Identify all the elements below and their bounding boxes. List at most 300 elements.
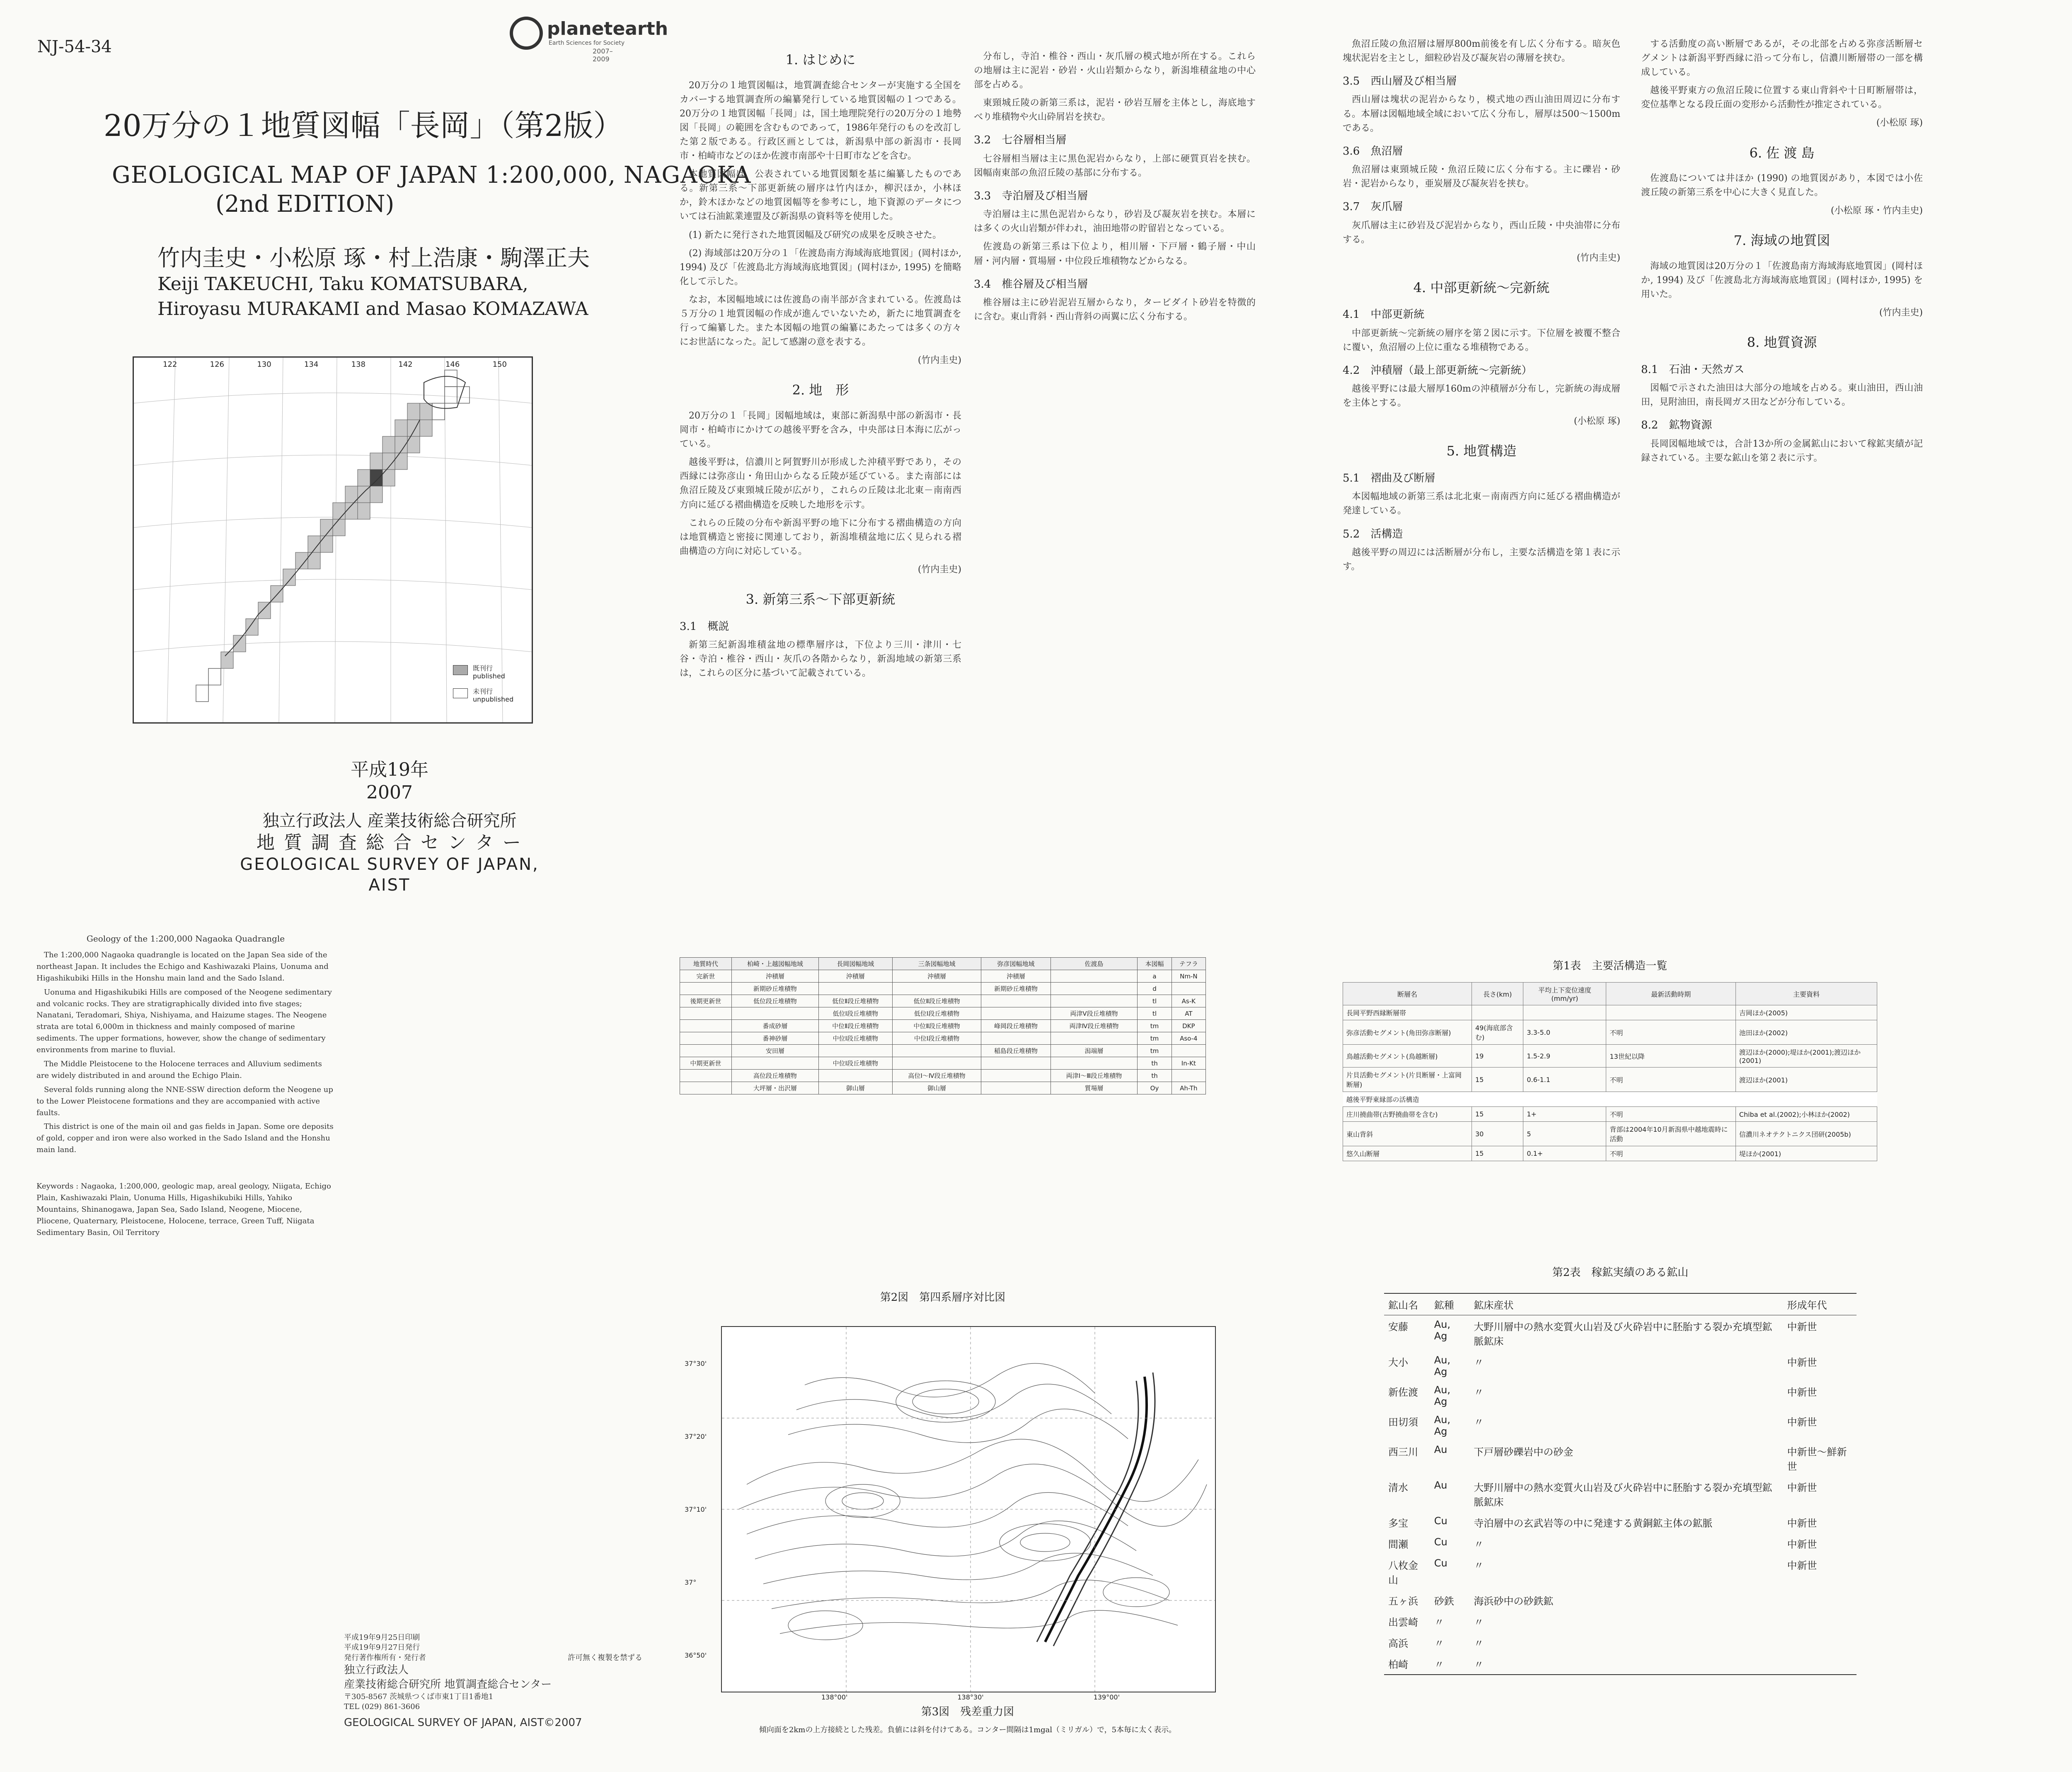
table-cell: 大坪層・出沢層 xyxy=(731,1082,818,1094)
table-cell: 中位Ⅰ段丘堆積物 xyxy=(892,1032,981,1045)
table-header: 地質時代 xyxy=(680,958,732,970)
lon-label: 138°30' xyxy=(957,1693,984,1701)
copyright-notice: 許可無く複製を禁ずる xyxy=(568,1653,642,1662)
authors-english-2: Hiroyasu MURAKAMI and Masao KOMAZAWA xyxy=(157,298,588,320)
table-cell xyxy=(1172,1070,1205,1082)
table-cell: Au xyxy=(1434,1444,1447,1455)
gravity-caption: 第3図 残差重力図 xyxy=(921,1706,1014,1718)
table-cell: 悠久山断層 xyxy=(1343,1146,1472,1161)
table-cell: tl xyxy=(1138,1007,1172,1020)
table-row xyxy=(680,1082,1206,1094)
lat-label: 37°20' xyxy=(685,1432,707,1440)
table-cell: 安田層 xyxy=(731,1045,818,1057)
table-header: 形成年代 xyxy=(1783,1293,1857,1315)
english-paragraph: The 1:200,000 Nagaoka quadrangle is located on the Japan Sea side of the northeast Japan. It includes the Echigo and Kashiwazaki Plains, Uonuma and Higashikubiki Hills in the Honshu main land and the Sado Island. xyxy=(36,951,329,983)
table-row xyxy=(680,1020,1206,1032)
table-cell: 御山層 xyxy=(892,1082,981,1094)
subsection-heading: 8.1 石油・天然ガス xyxy=(1641,363,1745,376)
body-paragraph: 本地質図幅は，公表されている地質図類を基に編纂したものである。新第三系～下部更新統の層序は竹内ほか，柳沢ほか，小林ほか，鈴木ほかなどの地質図幅等を参考にし，地下資源のデータについては石油鉱業連盟及び新潟県の資料等を使用した。 xyxy=(680,169,961,222)
title-japanese: 20万分の１地質図幅「長岡」（第2版） xyxy=(104,108,623,143)
imprint-gsj: GEOLOGICAL SURVEY OF JAPAN, AIST xyxy=(240,855,539,895)
table-cell: 高位段丘堆積物 xyxy=(731,1070,818,1082)
table-cell: Cu xyxy=(1434,1536,1447,1548)
table-cell: 両津Ⅴ段丘堆積物 xyxy=(1051,1007,1138,1020)
table-row xyxy=(1343,1005,1877,1020)
issue-date: 平成19年9月27日発行 xyxy=(344,1643,420,1652)
logo-tagline: Earth Sciences for Society xyxy=(549,40,625,46)
table-cell: 〃 xyxy=(1469,1653,1783,1675)
table-cell: Au, Ag xyxy=(1434,1354,1451,1377)
table-cell: 鳥越活動セグメント(鳥越断層) xyxy=(1343,1045,1472,1068)
table-cell: 0.6-1.1 xyxy=(1523,1068,1606,1092)
table-header: 平均上下変位速度(mm/yr) xyxy=(1523,983,1606,1005)
table-row xyxy=(1384,1554,1857,1590)
table-cell: 背部は2004年10月新潟県中越地震時に活動 xyxy=(1606,1122,1736,1146)
subsection-heading: 5.2 活構造 xyxy=(1343,528,1403,540)
table-row xyxy=(1384,1590,1857,1611)
table-group-row xyxy=(1343,1092,1877,1107)
english-summary xyxy=(36,932,335,1241)
body-paragraph: 新第三紀新潟堆積盆地の標準層序は，下位より三川・津川・七谷・寺泊・椎谷・西山・灰爪の各階からなり，新潟地域の新第三系は，これらの区分に基づいて記載されている。 xyxy=(680,639,961,679)
author-signature: (竹内圭史) xyxy=(917,355,961,366)
table-cell xyxy=(680,983,732,995)
body-paragraph: (2) 海域部は20万分の１「佐渡島南方海域海底地質図」(岡村ほか, 1994) 及び「佐渡島北方海域海底地質図」(岡村ほか, 1995) を簡略化して示した。 xyxy=(680,248,961,287)
planet-earth-logo xyxy=(510,12,668,63)
lon-label: 126 xyxy=(210,360,225,369)
index-map-lon-labels xyxy=(163,360,507,369)
table-cell: 沖積層 xyxy=(892,970,981,983)
table-cell: 低位Ⅱ段丘堆積物 xyxy=(818,995,892,1007)
table-cell: 沖積層 xyxy=(818,970,892,983)
table-cell: a xyxy=(1138,970,1172,983)
table-header: 最新活動時期 xyxy=(1606,983,1736,1005)
table-cell: Cu xyxy=(1434,1515,1447,1527)
body-paragraph: する活動度の高い断層であるが，その北部を占める弥彦活断層セグメントは新潟平野西縁に沿って分布し，信濃川断層帯の一部を構成している。 xyxy=(1641,39,1923,78)
table-row xyxy=(1384,1632,1857,1653)
section-heading: 3. 新第三系～下部更新統 xyxy=(746,591,896,607)
lat-label: 37°10' xyxy=(685,1505,707,1513)
table-row xyxy=(1384,1411,1857,1440)
table-cell: 池田ほか(2002) xyxy=(1736,1020,1877,1045)
table-cell: 低位Ⅱ段丘堆積物 xyxy=(892,995,981,1007)
table-cell: 峰岡段丘堆積物 xyxy=(981,1020,1051,1032)
table-cell: 30 xyxy=(1472,1122,1523,1146)
table-cell xyxy=(680,1020,732,1032)
table-cell: 中位Ⅰ段丘堆積物 xyxy=(818,1057,892,1070)
table-cell xyxy=(981,1082,1051,1094)
body-paragraph: 20万分の１地質図幅は，地質調査総合センターが実施する全国をカバーする地質調査所の編纂発行している地質図幅の１つである。20万分の１地質図幅「長岡」は，国土地理院発行の20万分の１地勢図「長岡」の範囲を含むものであって，1986年発行のものを改訂した第２版である。行政区画としては，新潟県中部の新潟市・長岡市・柏崎市などのほか佐渡市南部や十日町市などを含む。 xyxy=(680,80,961,162)
table-cell: 不明 xyxy=(1606,1068,1736,1092)
table-cell xyxy=(1783,1632,1857,1653)
table-cell xyxy=(1472,1005,1523,1020)
table-cell: 〃 xyxy=(1474,1416,1484,1428)
table-cell: 大野川層中の熱水変質火山岩及び火砕岩中に胚胎する裂か充填型鉱脈鉱床 xyxy=(1474,1482,1772,1508)
body-paragraph: 本図幅地域の新第三系は北北東－南南西方向に延びる褶曲構造が発達している。 xyxy=(1343,491,1620,516)
table-header: 主要資料 xyxy=(1736,983,1877,1005)
lon-label: 122 xyxy=(163,360,177,369)
section-heading: 2. 地 形 xyxy=(792,382,849,398)
table-row xyxy=(1343,1146,1877,1161)
table-cell: 不明 xyxy=(1606,1020,1736,1045)
table-cell xyxy=(818,1045,892,1057)
table-header: 鉱種 xyxy=(1430,1293,1470,1315)
colophon-institution-2: 産業技術総合研究所 地質調査総合センター xyxy=(344,1678,552,1691)
table-cell: 大小 xyxy=(1388,1357,1408,1368)
table-cell: 清水 xyxy=(1388,1482,1408,1494)
table-cell: 下戸層砂礫岩中の砂金 xyxy=(1474,1446,1573,1458)
table-cell: Au xyxy=(1434,1479,1447,1491)
subsection-heading: 3.5 西山層及び相当層 xyxy=(1343,75,1457,88)
subsection-heading: 4.1 中部更新統 xyxy=(1343,308,1425,321)
table-cell: 中新世 xyxy=(1787,1321,1817,1333)
table-header: 佐渡島 xyxy=(1051,958,1138,970)
legend-swatch-published xyxy=(453,665,468,675)
author-signature: (小松原 琢) xyxy=(1573,416,1620,427)
colophon-gsj: GEOLOGICAL SURVEY OF JAPAN, AIST©2007 xyxy=(344,1716,582,1729)
table-row xyxy=(1384,1611,1857,1632)
body-paragraph: 七谷層相当層は主に黒色泥岩からなり，上部に硬質頁岩を挟む。図幅南東部の魚沼丘陵の基部に分布する。 xyxy=(974,153,1256,178)
colophon-address: 〒305-8567 茨城県つくば市東1丁目1番地1 xyxy=(344,1692,494,1702)
table-header: 本図幅 xyxy=(1138,958,1172,970)
table-cell: 5 xyxy=(1523,1122,1606,1146)
table-row xyxy=(1384,1315,1857,1351)
table-cell: 中新世～鮮新世 xyxy=(1787,1446,1847,1472)
table-cell: 大野川層中の熱水変質火山岩及び火砕岩中に胚胎する裂か充填型鉱脈鉱床 xyxy=(1474,1321,1772,1347)
table1-caption: 第1表 主要活構造一覧 xyxy=(1552,960,1668,972)
body-paragraph: 20万分の１「長岡」図幅地域は，東部に新潟県中部の新潟市・長岡市・柏崎市にかけての越後平野を含み，中央部は日本海に広がっている。 xyxy=(680,410,961,450)
table-cell: 〃 xyxy=(1474,1387,1484,1398)
gravity-map xyxy=(685,1326,1216,1701)
table-cell: 中位Ⅱ段丘堆積物 xyxy=(892,1020,981,1032)
table-cell: 中新世 xyxy=(1787,1357,1817,1368)
print-date: 平成19年9月25日印刷 xyxy=(344,1633,420,1642)
table-cell: 中新世 xyxy=(1787,1518,1817,1529)
table-cell: 中新世 xyxy=(1787,1482,1817,1494)
table-cell: 15 xyxy=(1472,1146,1523,1161)
legend-swatch-unpublished xyxy=(453,688,468,698)
table-cell: 新期砂丘堆積物 xyxy=(731,983,818,995)
legend-label-published: 既刊行 published xyxy=(473,664,505,680)
table-cell: 番成砂層 xyxy=(731,1020,818,1032)
table-cell: th xyxy=(1138,1057,1172,1070)
table-row xyxy=(1384,1653,1857,1675)
table-cell: 15 xyxy=(1472,1068,1523,1092)
section-heading: 5. 地質構造 xyxy=(1446,443,1517,459)
table-cell: 高位Ⅰ～Ⅳ段丘堆積物 xyxy=(892,1070,981,1082)
lat-label: 36°50' xyxy=(685,1651,707,1659)
table-cell xyxy=(892,1057,981,1070)
table-cell: 不明 xyxy=(1606,1146,1736,1161)
table-cell: 〃 xyxy=(1430,1653,1470,1675)
table-cell: 柏崎 xyxy=(1384,1653,1430,1675)
subsection-heading: 3.1 概説 xyxy=(680,620,729,633)
imprint-heisei: 平成19年 xyxy=(351,759,428,780)
table-cell: 〃 xyxy=(1434,1617,1444,1628)
table-header: 長さ(km) xyxy=(1472,983,1523,1005)
table-cell: 新期砂丘堆積物 xyxy=(981,983,1051,995)
table-cell: 13世紀以降 xyxy=(1606,1045,1736,1068)
table-cell: 3.3-5.0 xyxy=(1523,1020,1606,1045)
logo-name: planetearth xyxy=(547,18,668,39)
table-row xyxy=(1384,1351,1857,1381)
table-header: テフラ xyxy=(1172,958,1205,970)
section-heading: 4. 中部更新統～完新統 xyxy=(1413,279,1550,295)
table-cell: 低位Ⅰ段丘堆積物 xyxy=(818,1007,892,1020)
table-cell: Au, Ag xyxy=(1434,1414,1451,1437)
mines-table xyxy=(1384,1293,1857,1675)
table-cell xyxy=(981,1032,1051,1045)
table-cell: Oy xyxy=(1138,1082,1172,1094)
table-cell: 稲島段丘堆積物 xyxy=(981,1045,1051,1057)
table-cell: tm xyxy=(1138,1045,1172,1057)
table-cell: d xyxy=(1138,983,1172,995)
table-cell: 中新世 xyxy=(1787,1560,1817,1571)
author-signature: (竹内圭史) xyxy=(917,564,961,575)
body-paragraph: 図幅で示された油田は大部分の地域を占める。東山油田，西山油田，見附油田，南長岡ガス田などが分布している。 xyxy=(1641,383,1923,408)
body-paragraph: 東頸城丘陵の新第三系は，泥岩・砂岩互層を主体とし，海底地すべり堆積物や火山砕屑岩を挟む。 xyxy=(974,98,1256,123)
lon-label: 139°00' xyxy=(1093,1693,1120,1701)
table-cell xyxy=(1051,1032,1138,1045)
table-cell: 砂鉄 xyxy=(1434,1595,1454,1607)
lat-label: 37° xyxy=(685,1578,697,1586)
table-header: 弥彦図幅地域 xyxy=(981,958,1051,970)
body-paragraph: 魚沼丘陵の魚沼層は層厚800m前後を有し広く分布する。暗灰色塊状泥岩を主とし，細粒砂岩及び凝灰岩の薄層を挟む。 xyxy=(1343,39,1620,64)
table-row xyxy=(680,1032,1206,1045)
subsection-heading: 3.7 灰爪層 xyxy=(1343,201,1403,213)
table-cell: tl xyxy=(1138,995,1172,1007)
table-cell xyxy=(981,1057,1051,1070)
table-cell: 低位段丘堆積物 xyxy=(731,995,818,1007)
body-paragraph: これらの丘陵の分布や新潟平野の地下に分布する褶曲構造の方向は地質構造と密接に関連しており，新潟堆積盆地に広く見られる褶曲構造の方向に対応している。 xyxy=(680,518,961,557)
table-cell xyxy=(731,1007,818,1020)
author-signature: (竹内圭史) xyxy=(1879,307,1923,318)
table-cell: 0.1+ xyxy=(1523,1146,1606,1161)
body-paragraph: 越後平野には最大層厚160mの沖積層が分布し，完新統の海成層を主体とする。 xyxy=(1343,384,1620,409)
table-cell: 高浜 xyxy=(1388,1638,1408,1649)
author-signature: (小松原 琢) xyxy=(1876,118,1923,128)
table-cell xyxy=(892,983,981,995)
table-cell xyxy=(981,995,1051,1007)
body-paragraph: 越後平野の周辺には活断層が分布し，主要な活構造を第１表に示す。 xyxy=(1343,547,1620,572)
subsection-heading: 3.6 魚沼層 xyxy=(1343,145,1403,157)
body-paragraph: 椎谷層は主に砂岩泥岩互層からなり，タービダイト砂岩を特徴的に含む。東山背斜・西山背斜の両翼に広く分布する。 xyxy=(974,297,1256,322)
table-cell: Aso-4 xyxy=(1172,1032,1205,1045)
subsection-heading: 3.4 椎谷層及び相当層 xyxy=(974,278,1088,290)
table-cell: As-K xyxy=(1172,995,1205,1007)
table-cell xyxy=(818,1070,892,1082)
table-cell: 完新世 xyxy=(680,970,732,983)
table-cell: 渡辺ほか(2000);堤ほか(2001);渡辺ほか(2001) xyxy=(1736,1045,1877,1068)
body-paragraph: 海域の地質図は20万分の１「佐渡島南方海域海底地質図」(岡村ほか, 1994) 及び「佐渡島北方海域海底地質図」(岡村ほか, 1995) を用いた。 xyxy=(1641,261,1923,300)
table-cell: 19 xyxy=(1472,1045,1523,1068)
author-signature: (小松原 琢・竹内圭史) xyxy=(1830,206,1923,216)
table-row xyxy=(680,1057,1206,1070)
subsection-heading: 8.2 鉱物資源 xyxy=(1641,419,1712,432)
table-cell: 〃 xyxy=(1474,1560,1484,1571)
table-cell: 中位Ⅰ段丘堆積物 xyxy=(818,1032,892,1045)
table-cell: 中新世 xyxy=(1787,1416,1817,1428)
table-row xyxy=(680,1045,1206,1057)
table-row xyxy=(1343,1107,1877,1122)
globe-icon xyxy=(510,17,543,50)
table-row xyxy=(1384,1381,1857,1411)
table-cell xyxy=(1606,1005,1736,1020)
body-paragraph: 越後平野は，信濃川と阿賀野川が形成した沖積平野であり，その西縁には弥彦山・角田山からなる丘陵が延びている。また南部には魚沼丘陵及び東頸城丘陵が広がり，これらの丘陵は北北東－南南西方向に延びる褶曲構造を反映した地形を示す。 xyxy=(680,457,961,510)
table-cell xyxy=(680,1007,732,1020)
table-cell: 五ヶ浜 xyxy=(1388,1595,1418,1607)
table-cell: 両津Ⅳ段丘堆積物 xyxy=(1051,1020,1138,1032)
table-cell: AT xyxy=(1172,1007,1205,1020)
table-cell: 〃 xyxy=(1474,1638,1484,1649)
table-row xyxy=(1384,1476,1857,1512)
authors-japanese: 竹内圭史・小松原 琢・村上浩康・駒澤正夫 xyxy=(157,245,590,271)
body-paragraph: 灰爪層は主に砂岩及び泥岩からなり，西山丘陵・中央油帯に分布する。 xyxy=(1343,220,1620,245)
imprint-institution: 独立行政法人 産業技術総合研究所 xyxy=(262,811,517,830)
table-cell xyxy=(680,1045,732,1057)
table-cell: 〃 xyxy=(1474,1539,1484,1550)
table-cell xyxy=(1783,1653,1857,1675)
imprint-block xyxy=(232,758,547,896)
table-row xyxy=(680,970,1206,983)
table-cell: 寺泊層中の玄武岩等の中に発達する黄銅鉱主体の鉱脈 xyxy=(1474,1518,1713,1529)
table-cell xyxy=(1051,983,1138,995)
legend-label-unpublished: 未刊行 unpublished xyxy=(473,687,514,704)
table-cell xyxy=(981,1007,1051,1020)
table-cell: tm xyxy=(1138,1032,1172,1045)
english-paragraph: Several folds running along the NNE-SSW direction deform the Neogene up to the Lower Pleistocene formations and they are accompanied with active faults. xyxy=(36,1085,333,1117)
table-header: 鉱床産状 xyxy=(1469,1293,1783,1315)
active-structures-table xyxy=(1343,982,1877,1161)
table-cell: 後期更新世 xyxy=(680,995,732,1007)
table-group-title: 越後平野東縁部の活構造 xyxy=(1343,1092,1877,1107)
body-paragraph: 佐渡島については井ほか (1990) の地質図があり，本図では小佐渡丘陵の新第三系を中心に大きく見直した。 xyxy=(1641,173,1923,198)
lon-label: 150 xyxy=(492,360,507,369)
table-header: 三条図幅地域 xyxy=(892,958,981,970)
sheet-serial: NJ-54-34 xyxy=(37,37,112,56)
table-cell: Ah-Th xyxy=(1172,1082,1205,1094)
table-cell: 〃 xyxy=(1474,1357,1484,1368)
publisher-label: 発行著作権所有・発行者 xyxy=(344,1653,426,1662)
table-cell: 沖積層 xyxy=(981,970,1051,983)
table-row xyxy=(680,1070,1206,1082)
table-cell xyxy=(1051,995,1138,1007)
index-map-legend xyxy=(453,664,513,711)
table-cell: 西三川 xyxy=(1388,1446,1418,1458)
authors-english-1: Keiji TAKEUCHI, Taku KOMATSUBARA, xyxy=(157,274,528,295)
table-cell: DKP xyxy=(1172,1020,1205,1032)
english-paragraph: The Middle Pleistocene to the Holocene terraces and Alluvium sediments are widely distributed in and around the Echigo Plain. xyxy=(36,1060,322,1080)
table-cell xyxy=(731,1057,818,1070)
table-cell: 中位Ⅱ段丘堆積物 xyxy=(818,1020,892,1032)
english-summary-body xyxy=(36,949,335,1156)
table-cell: 質場層 xyxy=(1051,1082,1138,1094)
table-cell xyxy=(1172,1045,1205,1057)
table-cell: 信濃川ネオテクトニクス団研(2005b) xyxy=(1736,1122,1877,1146)
table-cell: Au, Ag xyxy=(1434,1384,1451,1407)
gravity-lat-labels xyxy=(685,1327,707,1692)
body-paragraph: 佐渡島の新第三系は下位より，相川層・下戸層・鶴子層・中山層・河内層・質場層・中位段丘堆積物などからなる。 xyxy=(974,242,1256,266)
lon-label: 142 xyxy=(398,360,413,369)
table-row xyxy=(1384,1512,1857,1533)
table-cell: Cu xyxy=(1434,1557,1447,1569)
table-header: 断層名 xyxy=(1343,983,1472,1005)
table-cell: 出雲崎 xyxy=(1388,1617,1418,1628)
table-cell xyxy=(981,1070,1051,1082)
title-edition: (2nd EDITION) xyxy=(215,191,395,218)
table-cell: 両津Ⅰ～Ⅲ段丘堆積物 xyxy=(1051,1070,1138,1082)
table-header: 柏崎・上越図幅地域 xyxy=(731,958,818,970)
table-header: 鉱山名 xyxy=(1384,1293,1430,1315)
body-paragraph: なお，本図幅地域には佐渡島の南半部が含まれている。佐渡島は５万分の１地質図幅の作成が進んでいないため，新たに地質調査を行って編纂した。また本図幅の地質の編纂にあたっては多くの方々にお世話になった。記して感謝の意を表する。 xyxy=(680,294,961,348)
author-signature: (竹内圭史) xyxy=(1576,252,1620,263)
table-cell: 海浜砂中の砂鉄鉱 xyxy=(1474,1595,1554,1607)
english-paragraph: Uonuma and Higashikubiki Hills are composed of the Neogene sedimentary and volcanic rocks. They are stratigraphically divided into five stages; Nanatani, Teradomari, Shiya, Nishiyama, and Haizume stages. The Neogene strata are total 6,000m in thickness and mainly composed of marine sediments. The upper formations, however, show the change of sedimentary environments from marine to fluvial. xyxy=(36,988,332,1055)
table-cell: 片貝活動セグメント(片貝断層・上富岡断層) xyxy=(1343,1068,1472,1092)
table-row xyxy=(1343,1020,1877,1045)
body-paragraph: 分布し，寺泊・椎谷・西山・灰爪層の模式地が所在する。これらの地層は主に泥岩・砂岩・火山岩類からなり，新潟堆積盆地の中心部を占める。 xyxy=(974,51,1256,90)
table2-caption: 第2表 稼鉱実績のある鉱山 xyxy=(1552,1266,1689,1279)
table-cell xyxy=(680,1082,732,1094)
lat-label: 37°30' xyxy=(685,1359,707,1368)
imprint-center: 地 質 調 査 総 合 セ ン タ ー xyxy=(257,832,523,853)
english-paragraph: This district is one of the main oil and gas fields in Japan. Some ore deposits of gold, copper and iron were also worked in the Sado Island and the Honshu main land. xyxy=(36,1122,334,1155)
index-map xyxy=(133,356,533,724)
table-cell xyxy=(680,1032,732,1045)
body-paragraph: 西山層は塊状の泥岩からなり，模式地の西山油田周辺に分布する。本層は図幅地域全域において広く分布し，層厚は500～1500mである。 xyxy=(1343,94,1620,133)
lon-label: 146 xyxy=(445,360,460,369)
text-column-4 xyxy=(1641,37,1923,470)
table-cell: 潟端層 xyxy=(1051,1045,1138,1057)
body-paragraph: 長岡図幅地域では，合計13か所の金属鉱山において稼鉱実績が記録されている。主要な鉱山を第２表に示す。 xyxy=(1641,438,1923,463)
table-cell xyxy=(892,1045,981,1057)
gravity-note: 傾向面を2kmの上方接続とした残差。負値には斜を付けてある。コンター間隔は1mgal（ミリガル）で，5本毎に太く表示。 xyxy=(759,1726,1176,1734)
english-summary-title: Geology of the 1:200,000 Nagaoka Quadrangle xyxy=(86,934,285,944)
colophon-tel: TEL (029) 861-3606 xyxy=(344,1702,420,1711)
table-row xyxy=(1343,1068,1877,1092)
text-column-1 xyxy=(680,37,961,685)
section-heading: 1. はじめに xyxy=(785,52,856,68)
colophon-institution-1: 独立行政法人 xyxy=(344,1663,409,1676)
table-cell: 〃 xyxy=(1474,1617,1484,1628)
table-row xyxy=(1343,1122,1877,1146)
table-cell: 〃 xyxy=(1434,1638,1444,1649)
table-cell xyxy=(1783,1590,1857,1611)
table-cell: 田切須 xyxy=(1388,1416,1418,1428)
table-cell: 1.5-2.9 xyxy=(1523,1045,1606,1068)
subsection-heading: 3.3 寺泊層及び相当層 xyxy=(974,189,1088,202)
table-row xyxy=(680,995,1206,1007)
section-heading: 6. 佐 渡 島 xyxy=(1749,145,1815,161)
table-cell: 八枚金山 xyxy=(1388,1560,1418,1586)
title-english: GEOLOGICAL MAP OF JAPAN 1:200,000, NAGAOKA xyxy=(112,162,751,189)
stratigraphy-caption: 第2図 第四系層序対比図 xyxy=(880,1291,1006,1304)
table-cell: 番神砂層 xyxy=(731,1032,818,1045)
table-cell: Au, Ag xyxy=(1434,1319,1451,1342)
table-cell xyxy=(1051,1057,1138,1070)
table-cell: 庄川撓曲帯(古野撓曲帯を含む) xyxy=(1343,1107,1472,1122)
table-cell xyxy=(1051,970,1138,983)
table-cell: Nm-N xyxy=(1172,970,1205,983)
table-cell xyxy=(818,983,892,995)
table-row xyxy=(1384,1533,1857,1554)
subsection-heading: 4.2 沖積層（最上部更新統～完新統） xyxy=(1343,364,1532,377)
table-cell: 15 xyxy=(1472,1107,1523,1122)
stratigraphy-table xyxy=(680,957,1206,1094)
table-cell xyxy=(1172,983,1205,995)
table-row xyxy=(680,1007,1206,1020)
subsection-heading: 3.2 七谷層相当層 xyxy=(974,134,1067,147)
table-cell: 間瀬 xyxy=(1388,1539,1408,1550)
